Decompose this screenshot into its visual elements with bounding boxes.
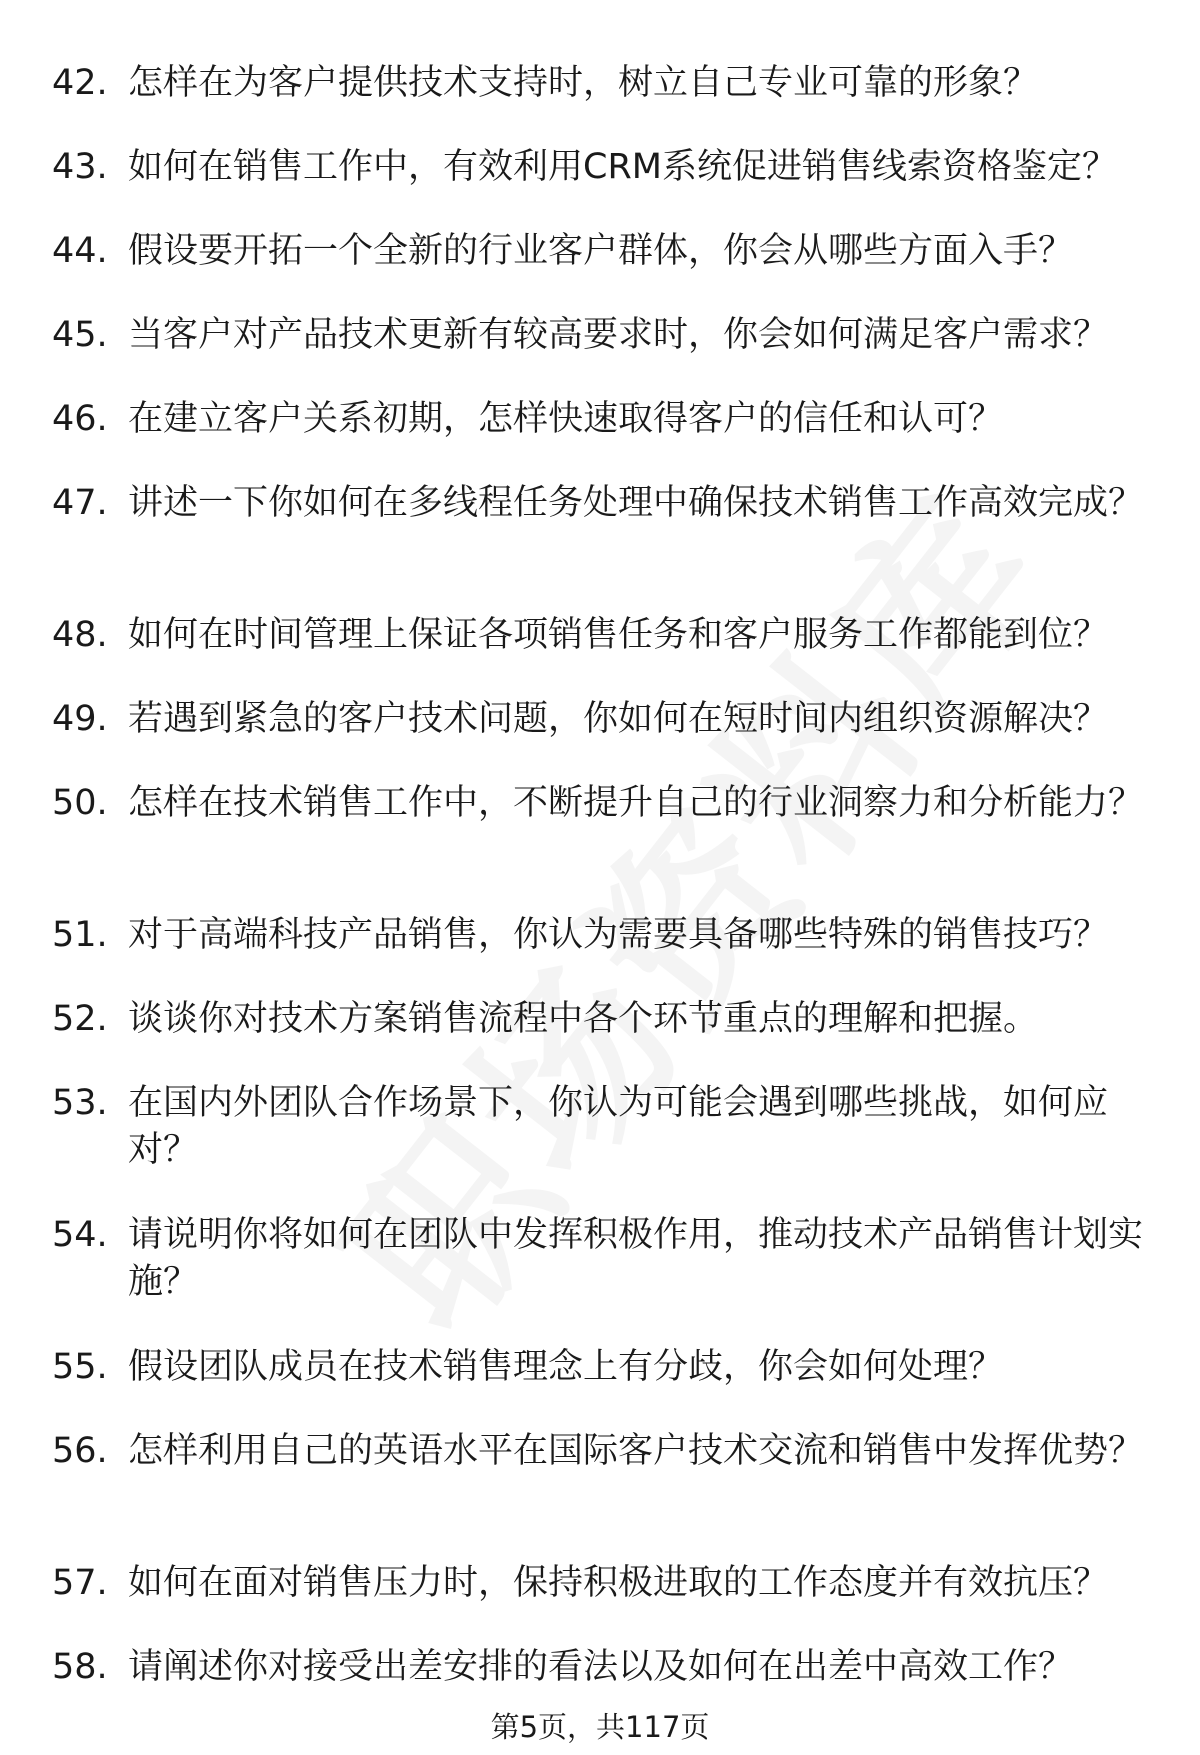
question-number: 47. <box>52 483 108 523</box>
list-item <box>52 1212 1162 1306</box>
question-text: 假设团队成员在技术销售理念上有分歧，你会如何处理？ <box>128 1347 1004 1387</box>
list-item <box>52 696 1162 743</box>
question-number: 45. <box>52 315 108 355</box>
question-number: 52. <box>52 999 108 1039</box>
list-item <box>52 228 1162 275</box>
question-number: 57. <box>52 1563 108 1603</box>
list-item <box>52 912 1162 959</box>
list-item <box>52 612 1162 659</box>
question-number: 50. <box>52 783 108 823</box>
question-text: 当客户对产品技术更新有较高要求时，你会如何满足客户需求？ <box>128 315 1109 355</box>
question-text: 怎样在为客户提供技术支持时，树立自己专业可靠的形象？ <box>128 63 1039 103</box>
question-number: 44. <box>52 231 108 271</box>
question-number: 42. <box>52 63 108 103</box>
question-text: 假设要开拓一个全新的行业客户群体，你会从哪些方面入手？ <box>128 231 1074 271</box>
question-number: 58. <box>52 1647 108 1687</box>
question-text: 怎样利用自己的英语水平在国际客户技术交流和销售中发挥优势？ <box>128 1431 1144 1471</box>
list-item <box>52 1344 1162 1391</box>
list-item <box>52 60 1162 107</box>
question-text: 请阐述你对接受出差安排的看法以及如何在出差中高效工作？ <box>128 1647 1074 1687</box>
question-text: 在建立客户关系初期，怎样快速取得客户的信任和认可？ <box>128 399 1004 439</box>
question-number: 53. <box>52 1083 108 1123</box>
question-number: 51. <box>52 915 108 955</box>
question-text: 若遇到紧急的客户技术问题，你如何在短时间内组织资源解决？ <box>128 699 1109 739</box>
question-number: 54. <box>52 1215 108 1255</box>
question-number: 46. <box>52 399 108 439</box>
question-number: 56. <box>52 1431 108 1471</box>
list-item <box>52 144 1162 191</box>
question-text: 如何在面对销售压力时，保持积极进取的工作态度并有效抗压？ <box>128 1563 1109 1603</box>
list-item <box>52 312 1162 359</box>
page-number-footer: 第5页，共117页 <box>490 1710 710 1744</box>
list-item <box>52 780 1162 827</box>
list-item <box>52 1644 1162 1691</box>
question-number: 48. <box>52 615 108 655</box>
question-number: 55. <box>52 1347 108 1387</box>
list-item <box>52 396 1162 443</box>
question-text: 谈谈你对技术方案销售流程中各个环节重点的理解和把握。 <box>128 999 1039 1039</box>
question-text: 怎样在技术销售工作中，不断提升自己的行业洞察力和分析能力？ <box>128 783 1144 823</box>
question-text: 请说明你将如何在团队中发挥积极作用，推动技术产品销售计划实施？ <box>128 1215 1144 1302</box>
list-item <box>52 1080 1162 1174</box>
question-number: 43. <box>52 147 108 187</box>
question-text: 如何在时间管理上保证各项销售任务和客户服务工作都能到位？ <box>128 615 1109 655</box>
question-number: 49. <box>52 699 108 739</box>
list-item <box>52 996 1162 1043</box>
list-item <box>52 480 1162 527</box>
question-text: 对于高端科技产品销售，你认为需要具备哪些特殊的销售技巧？ <box>128 915 1109 955</box>
question-text: 在国内外团队合作场景下，你认为可能会遇到哪些挑战，如何应对？ <box>128 1083 1109 1170</box>
question-text: 讲述一下你如何在多线程任务处理中确保技术销售工作高效完成？ <box>128 483 1144 523</box>
question-text: 如何在销售工作中，有效利用CRM系统促进销售线索资格鉴定？ <box>128 147 1117 187</box>
list-item <box>52 1428 1162 1475</box>
list-item <box>52 1560 1162 1607</box>
